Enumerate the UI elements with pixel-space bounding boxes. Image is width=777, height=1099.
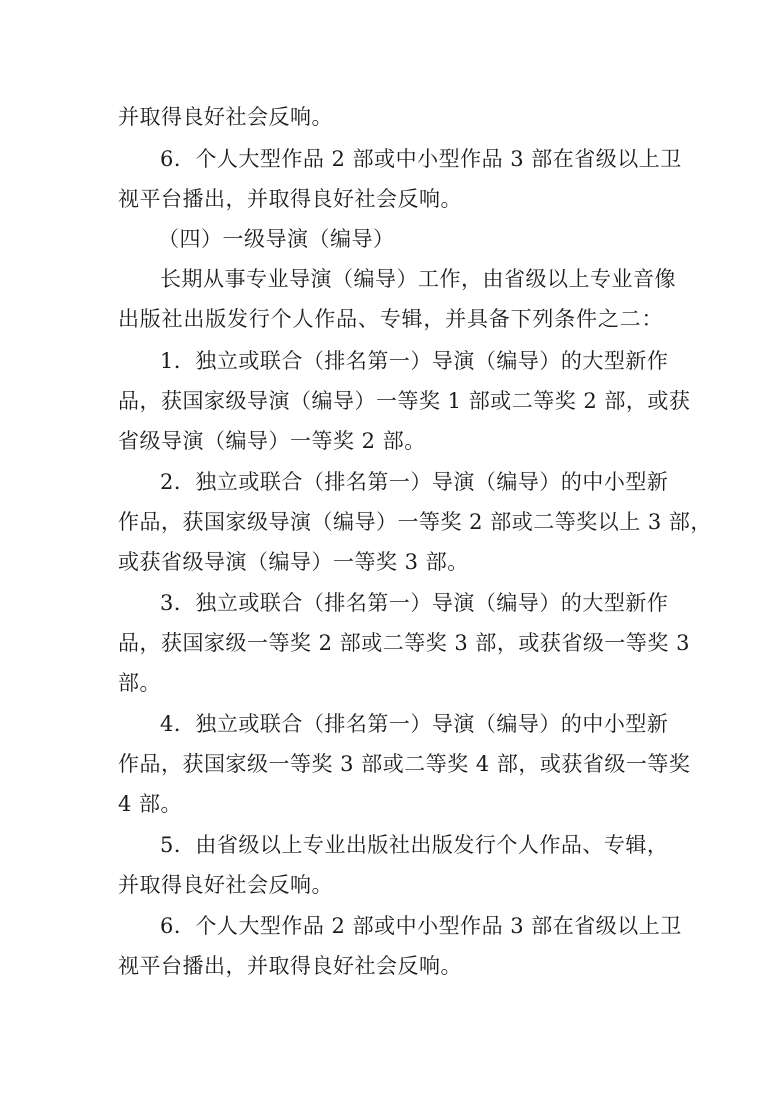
list-item-2-line-1: 2．独立或联合（排名第一）导演（编导）的中小型新 [160,470,669,494]
list-item-6-line-1: 6．个人大型作品 2 部或中小型作品 3 部在省级以上卫 [160,147,682,171]
text-line: 视平台播出，并取得良好社会反响。 [118,187,462,211]
paragraph-intro-line-2: 出版社出版发行个人作品、专辑，并具备下列条件之二： [118,307,663,331]
list-item-3-line-1: 3．独立或联合（排名第一）导演（编导）的大型新作 [160,591,669,615]
list-item-6b-line-2: 视平台播出，并取得良好社会反响。 [118,954,462,978]
list-item-4-line-1: 4．独立或联合（排名第一）导演（编导）的中小型新 [160,712,669,736]
list-item-1-line-2: 品，获国家级导演（编导）一等奖 1 部或二等奖 2 部，或获 [118,389,691,413]
section-heading: （四）一级导演（编导） [158,227,395,251]
list-item-5-line-1: 5．由省级以上专业出版社出版发行个人作品、专辑， [160,833,669,857]
paragraph-intro-line-1: 长期从事专业导演（编导）工作，由省级以上专业音像 [160,267,676,291]
list-item-4-line-3: 4 部。 [118,792,183,816]
list-item-4-line-2: 作品，获国家级一等奖 3 部或二等奖 4 部，或获省级一等奖 [118,752,691,776]
list-item-2-line-3: 或获省级导演（编导）一等奖 3 部。 [118,550,469,574]
list-item-1-line-1: 1．独立或联合（排名第一）导演（编导）的大型新作 [160,349,669,373]
list-item-2-line-2: 作品，获国家级导演（编导）一等奖 2 部或二等奖以上 3 部， [118,510,712,534]
list-item-1-line-3: 省级导演（编导）一等奖 2 部。 [118,429,426,453]
text-line: 并取得良好社会反响。 [118,105,333,129]
list-item-5-line-2: 并取得良好社会反响。 [118,873,333,897]
list-item-6b-line-1: 6．个人大型作品 2 部或中小型作品 3 部在省级以上卫 [160,914,682,938]
list-item-3-line-2: 品，获国家级一等奖 2 部或二等奖 3 部，或获省级一等奖 3 [118,631,690,655]
list-item-3-line-3: 部。 [118,671,161,695]
